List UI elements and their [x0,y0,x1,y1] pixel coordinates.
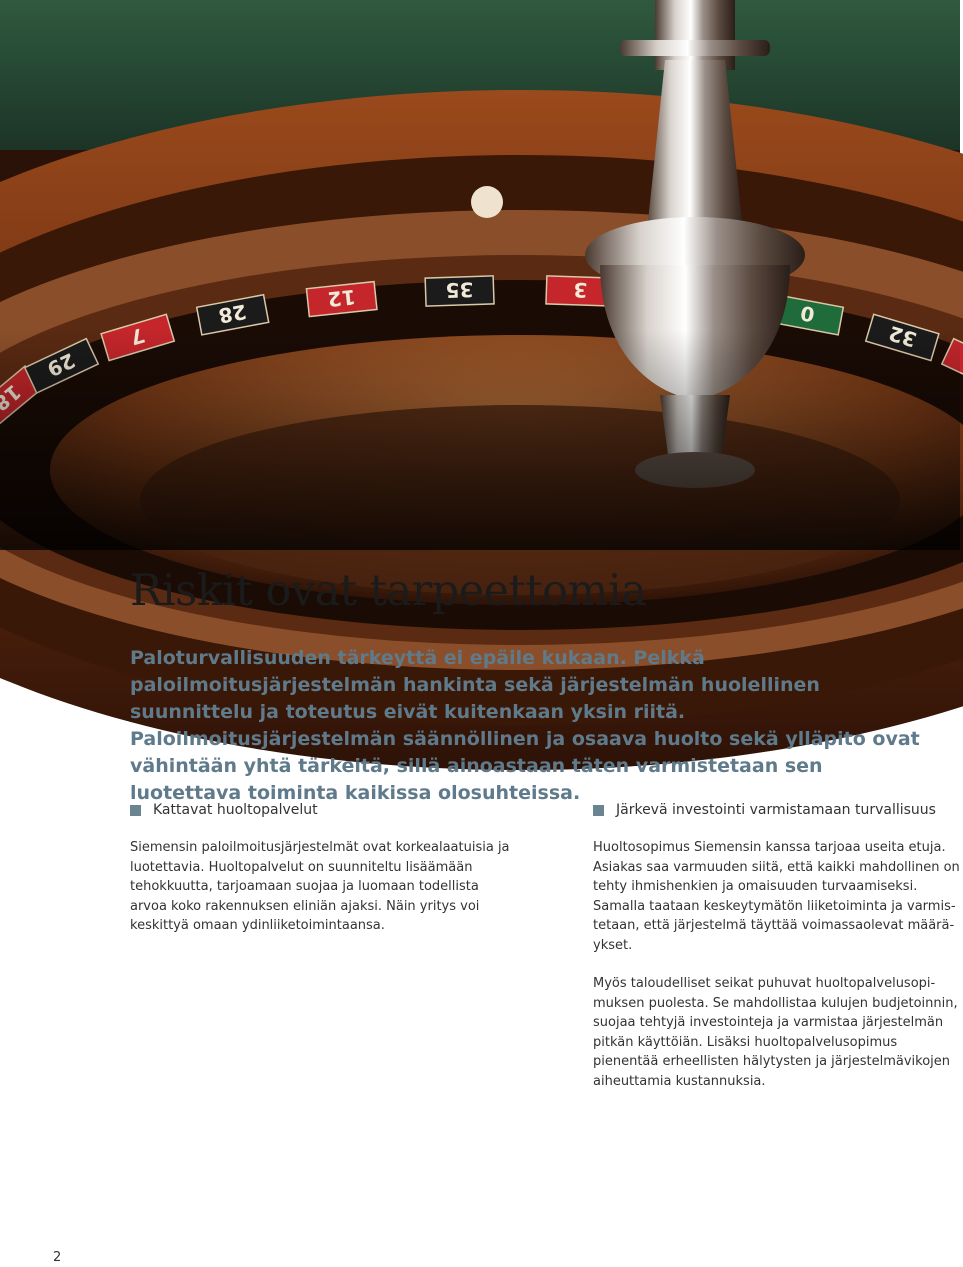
roulette-wheel-illustration [0,0,960,550]
page-title: Riskit ovat tarpeettomia [130,566,647,616]
column-service-coverage [130,800,510,936]
section-heading-text: Järkevä investointi varmistamaan turvallisuus [616,802,936,818]
column-smart-investment [593,800,963,1091]
body-paragraph: Siemensin paloilmoitusjärjestelmät ovat korkealaatuisia ja luotettavia. Huoltopalvelut on suunniteltu lisäämään tehokkuutta, tarjoamaan suojaa ja luomaan todellista arvoa koko rakennuksen eliniän ajaksi. Näin yritys voi keskittyä omaan ydinliiketoimintaansa. [130,840,510,933]
body-paragraph: Myös taloudelliset seikat puhuvat huoltopalvelusopimuksen puolesta. Se mahdollistaa kulujen budjetoinnin, suojaa tehtyjä investointeja ja varmistaa järjestelmän pitkän käyttöiän. Lisäksi huoltopalvelusopimus pienentää erheellisten hälytysten ja järjestelmävikojen aiheuttamia kustannuksia. [593,976,958,1089]
lead-paragraph: Paloturvallisuuden tärkeyttä ei epäile kukaan. Pelkkä paloilmoitusjärjestelmän hankinta sekä järjestelmän huolellinen suunnittelu ja toteutus eivät kuitenkaan yksin riitä. Paloilmoitusjärjestelmän säännöllinen ja osaava huolto sekä ylläpito ovat vähintään yhtä tärkeitä, sillä ainoastaan täten varmistetaan sen luotettava toiminta kaikissa olosuhteissa. [130,647,920,804]
page-number: 2 [53,1250,62,1265]
bullet-square-icon [593,805,604,816]
section-heading [593,800,963,820]
body-paragraph: Huoltosopimus Siemensin kanssa tarjoaa useita etuja. Asiakas saa varmuuden siitä, että kaikki mahdollinen on tehty ihmishenkien ja omaisuuden turvaamiseksi. Samalla taataan keskeytymätön liiketoiminta ja varmistetaan, että järjestelmä täyttää voimassaolevat määräykset. [593,840,960,953]
hero-photo [0,0,960,550]
section-heading-text: Kattavat huoltopalvelut [153,802,318,818]
section-heading [130,800,510,820]
bullet-square-icon [130,805,141,816]
